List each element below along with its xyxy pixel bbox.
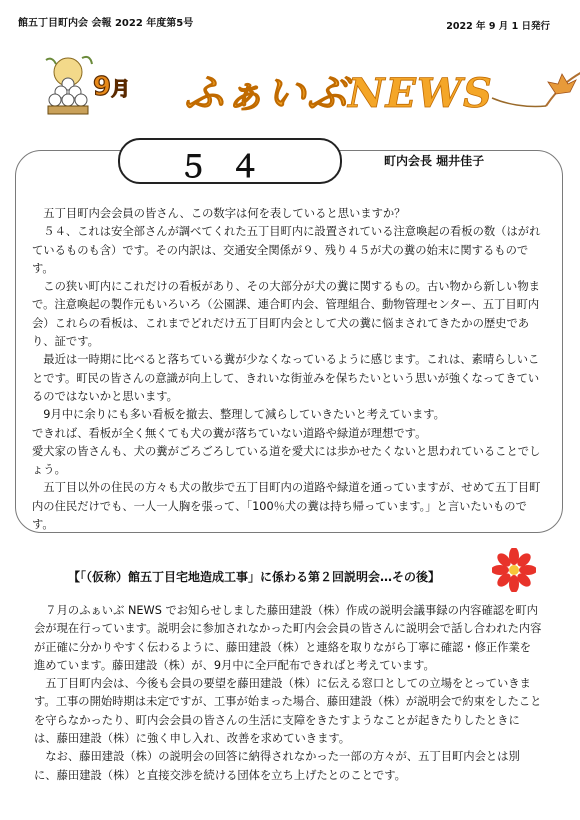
masthead xyxy=(38,52,548,122)
paragraph: 五丁目以外の住民の方々も犬の散歩で五丁目町内の道路や緑道を通っていますが、せめて五丁目町内の住民だけでも、一人一人胸を張って、「100％犬の糞は持ち帰っています。」と言いたいものです。 xyxy=(32,481,541,532)
paragraph: 愛犬家の皆さんも、犬の糞がごろごろしている道を愛犬には歩かせたくないと思われていることでしょう。 xyxy=(32,444,541,477)
newsletter-logo: ふぁいぶNEWS xyxy=(184,70,493,117)
dango-moon-icon xyxy=(38,54,98,116)
number-capsule: ５４ xyxy=(118,138,342,184)
paragraph: 最近は一時期に比べると落ちている糞が少なくなっているように感じます。これは、素晴らしいことです。町民の皆さんの意識が向上して、きれいな街並みを保ちたいという思いが強くなってきているのではないかと思います。 xyxy=(32,353,540,403)
construction-article-body xyxy=(34,602,542,785)
autumn-leaf-icon xyxy=(396,54,580,114)
paragraph: この狭い町内にこれだけの看板があり、その大部分が犬の糞に関するもの。古い物から新しい物まで。注意喚起の製作元もいろいろ（公園課、連合町内会、管理組合、動物管理センター、五丁目町内会）これらの看板は、これまでどれだけ五丁目町内会として犬の糞に悩まされてきたかの歴史であり、証です。 xyxy=(32,280,540,349)
section-heading: 【「（仮称）館五丁目宅地造成工事」に係わる第２回説明会…その後】 xyxy=(68,570,441,584)
newsletter-issue: 館五丁目町内会 会報 2022 年度第5号 xyxy=(18,18,194,29)
month-badge: 9月 xyxy=(93,72,131,102)
flower-icon xyxy=(492,548,536,592)
paragraph: 9月中に余りにも多い看板を撤去、整理して減らしていきたいと考えています。 xyxy=(43,408,445,422)
paragraph: 五丁目町内会は、今後も会員の要望を藤田建設（株）に伝える窓口としての立場をとっていきます。工事の開始時期は未定ですが、工事が始まった場合、藤田建設（株）が説明会で約束をしたことを守らなかったり、町内会会員の皆さんの生活に支障をきたすようなことが起きたりしたときには、藤田建設（株）に強く申し入れ、改善を求めていきます。 xyxy=(34,677,542,746)
chairperson-article-body xyxy=(32,205,546,534)
paragraph: ７月のふぁいぶ NEWS でお知らせしました藤田建設（株）作成の説明会議事録の内容確認を町内会が現在行っています。説明会に参加されなかった町内会会員の皆さんに説明会で話し合われた内容が正確に分かりやすく伝わるように、藤田建設（株）と連絡を取りながら丁寧に確認・修正作業を進めています。藤田建設（株）が、9月中に全戸配布できればと考えています。 xyxy=(34,604,542,672)
paragraph: 五丁目町内会会員の皆さん、この数字は何を表していると思いますか？ xyxy=(43,207,406,220)
paragraph: ５４、これは安全部さんが調べてくれた五丁目町内に設置されている注意喚起の看板の数（はがれているものも含）です。その内訳は、交通安全関係が９、残り４５が犬の糞の始末に関するものです。 xyxy=(32,225,541,275)
paragraph: なお、藤田建設（株）の説明会の回答に納得されなかった一部の方々が、五丁目町内会とは別に、藤田建設（株）と直接交渉を続ける団体を立ち上げたとのことです。 xyxy=(34,750,520,782)
article-author: 町内会長 堀井佳子 xyxy=(384,154,485,168)
paragraph: できれば、看板が全く無くても犬の糞が落ちていない道路や緑道が理想です。 xyxy=(32,426,427,440)
issue-date: 2022 年 9 月 1 日発行 xyxy=(446,21,550,32)
